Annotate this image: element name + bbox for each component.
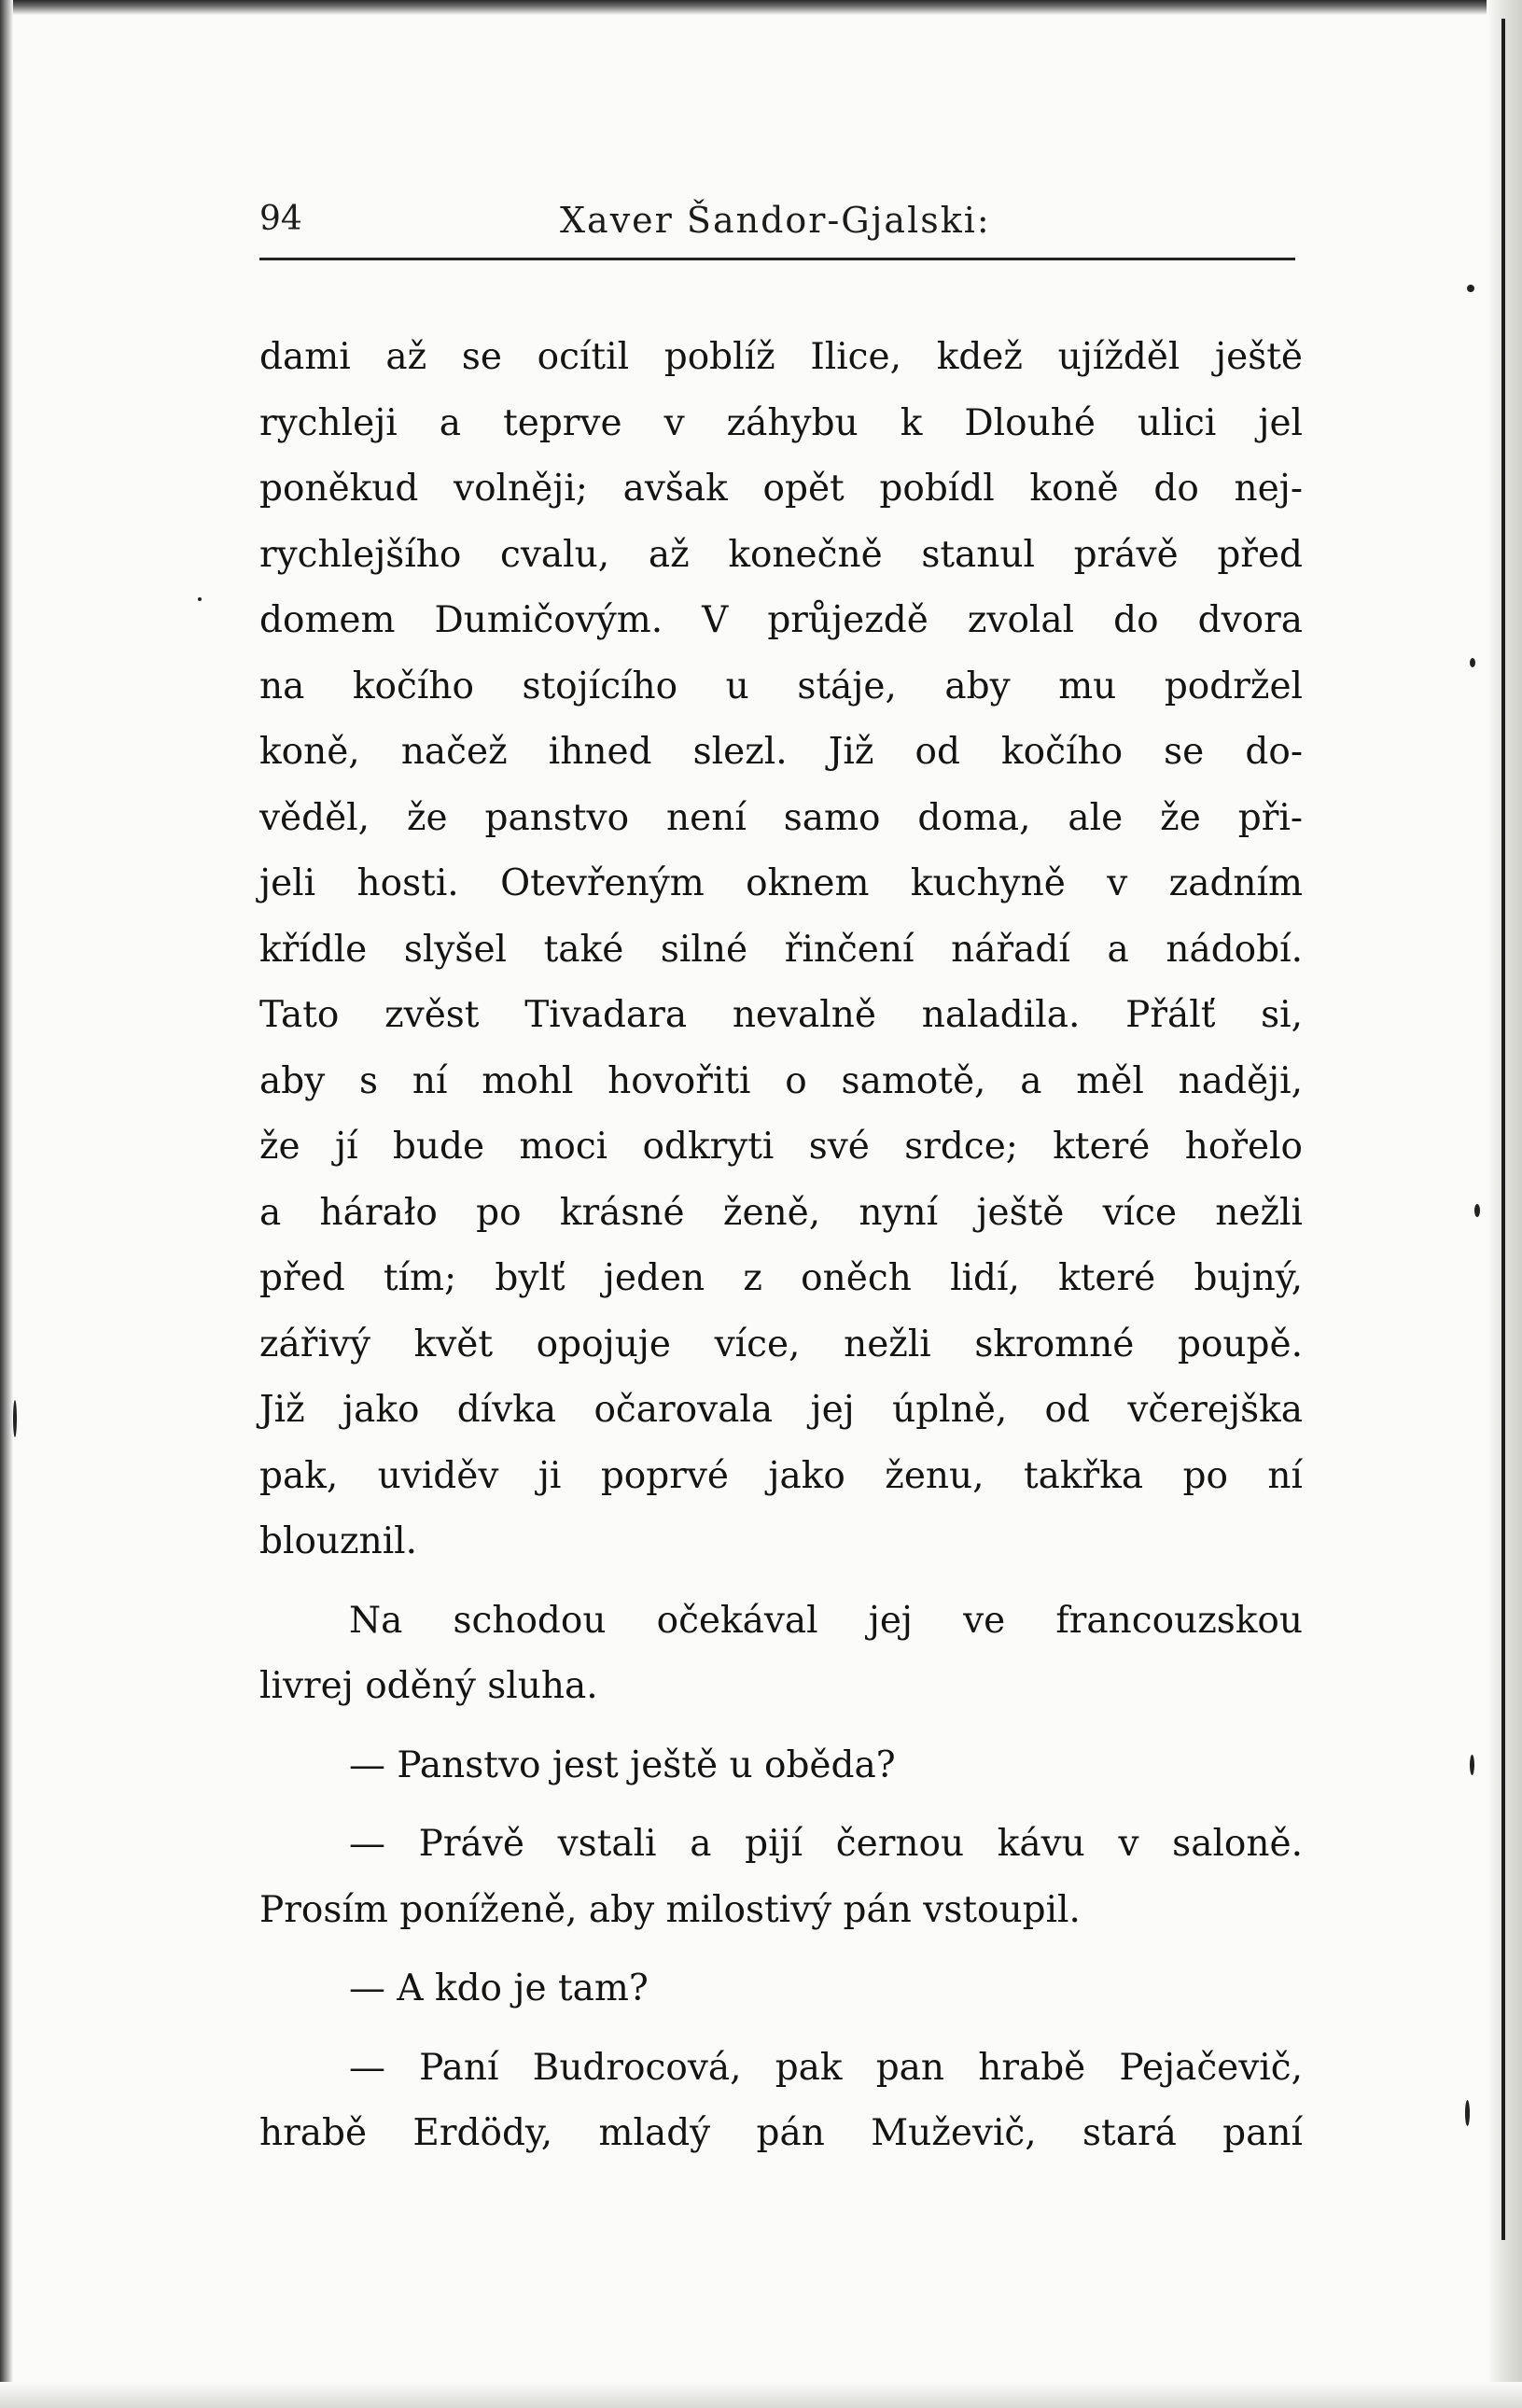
text-line: domem Dumičovým. V průjezdě zvolal do dvora bbox=[259, 599, 1303, 641]
text-line: jeli hosti. Otevřeným oknem kuchyně v zadním bbox=[259, 862, 1303, 904]
text-line: zářivý květ opojuje více, nežli skromné poupě. bbox=[259, 1323, 1303, 1365]
scan-edge-left bbox=[0, 0, 13, 2408]
text-line: před tím; bylť jeden z oněch lidí, které bujný, bbox=[259, 1257, 1303, 1299]
scan-edge-bottom bbox=[0, 2382, 1522, 2408]
paragraph-gap bbox=[259, 1799, 1303, 1812]
paragraph-gap bbox=[259, 1575, 1303, 1589]
page-header bbox=[259, 194, 1295, 252]
text-line: pak, uviděv ji poprvé jako ženu, takřka po ní bbox=[259, 1454, 1303, 1497]
text-line: věděl, že panstvo není samo doma, ale že při- bbox=[259, 796, 1303, 839]
running-head: Xaver Šandor-Gjalski: bbox=[560, 200, 991, 241]
paragraph-gap bbox=[259, 1720, 1303, 1733]
text-line: livrej oděný sluha. bbox=[259, 1665, 598, 1707]
dialogue-line: — A kdo je tam? bbox=[349, 1967, 649, 2009]
header-rule bbox=[259, 258, 1295, 260]
dialogue-line: — Paní Budrocová, pak pan hrabě Pejačevič, bbox=[349, 2046, 1303, 2089]
text-line: dami až se ocítil poblíž Ilice, kdež ujížděl ještě bbox=[259, 336, 1303, 378]
dialogue-line: — Panstvo jest ještě u oběda? bbox=[349, 1743, 896, 1786]
text-line: a hárało po krásné ženě, nyní ještě více nežli bbox=[259, 1191, 1303, 1234]
text-line: blouznil. bbox=[259, 1520, 418, 1562]
body-text bbox=[259, 325, 1303, 2167]
text-line: rychlejšího cvalu, až konečně stanul právě před bbox=[259, 533, 1303, 576]
scan-edge-top bbox=[0, 0, 1522, 15]
text-line: aby s ní mohl hovořiti o samotě, a měl naději, bbox=[259, 1059, 1303, 1102]
text-line: na kočího stojícího u stáje, aby mu podržel bbox=[259, 665, 1303, 707]
paragraph-gap bbox=[259, 2023, 1303, 2036]
scan-speck bbox=[1465, 2100, 1470, 2126]
scan-speck bbox=[1474, 1204, 1480, 1217]
page-number: 94 bbox=[259, 200, 302, 238]
text-line: Prosím poníženě, aby milostivý pán vstoupil. bbox=[259, 1888, 1081, 1931]
text-line: hrabě Erdödy, mladý pán Muževič, stará paní bbox=[259, 2112, 1303, 2154]
text-line: křídle slyšel také silné řinčení nářadí a nádobí. bbox=[259, 928, 1303, 971]
text-line: Tato zvěst Tivadara nevalně naladila. Přálť si, bbox=[259, 994, 1303, 1036]
text-line: Na schodou očekával jej ve francouzskou bbox=[349, 1599, 1303, 1642]
scan-speck bbox=[1467, 285, 1474, 292]
text-line: že jí bude moci odkryti své srdce; které hořelo bbox=[259, 1126, 1303, 1168]
paragraph-gap bbox=[259, 1943, 1303, 1956]
text-line: rychleji a teprve v záhybu k Dlouhé ulici jel bbox=[259, 401, 1303, 444]
dialogue-line: — Právě vstali a pijí černou kávu v saloně. bbox=[349, 1823, 1303, 1865]
text-line: koně, načež ihned slezl. Již od kočího se do- bbox=[259, 731, 1303, 773]
scan-speck bbox=[198, 597, 202, 601]
scan-speck bbox=[1470, 1755, 1474, 1775]
page-gutter-shadow bbox=[1501, 19, 1505, 2240]
scan-speck bbox=[13, 1400, 17, 1437]
text-line: poněkud volněji; avšak opět pobídl koně do nej- bbox=[259, 468, 1303, 510]
scan-speck bbox=[1470, 658, 1475, 667]
text-line: Již jako dívka očarovala jej úplně, od včerejška bbox=[259, 1389, 1303, 1431]
